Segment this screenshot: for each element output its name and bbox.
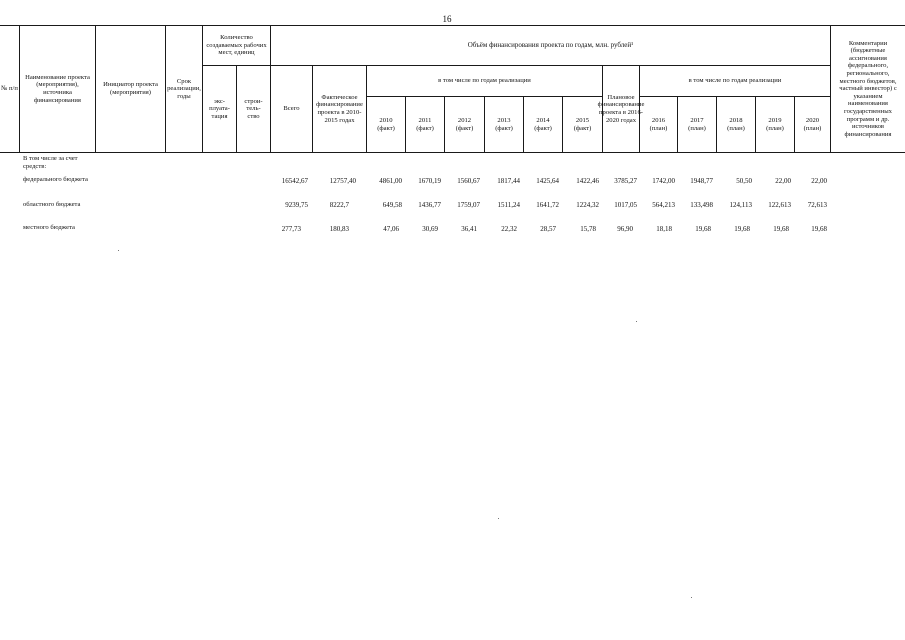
header-year-2020	[795, 97, 830, 152]
year-type: (план)	[649, 124, 668, 132]
cell-total: 277,73	[281, 225, 301, 233]
header-period2	[640, 66, 830, 96]
header-name-text: Наименование проекта (мероприятия), источника финансирования	[25, 73, 90, 104]
year-type: (план)	[727, 124, 745, 132]
cell-actual: 12757,40	[329, 177, 356, 185]
header-financing-text: Объём финансирования проекта по годам, млн. рублей¹	[467, 40, 634, 49]
header-planned	[597, 66, 645, 152]
header-initiator-text: Инициатор проекта (мероприятия)	[103, 81, 158, 96]
header-financing	[271, 26, 830, 65]
scan-speck	[691, 597, 692, 598]
header-year-2015	[563, 97, 602, 152]
header-total	[271, 66, 312, 152]
cell-2020: 19,68	[811, 225, 827, 233]
year-label: 2015	[575, 116, 590, 124]
cell-2017: 133,498	[690, 201, 713, 209]
row-label: областного бюджета	[23, 201, 81, 208]
header-planned-text: Плановое финансирование проекта в 2016-2020 годах	[597, 93, 645, 124]
header-year-2018	[717, 97, 755, 152]
header-comments	[831, 26, 905, 152]
cell-2010: 649,58	[382, 201, 402, 209]
cell-total: 9239,75	[285, 201, 308, 209]
cell-planned: 1017,05	[614, 201, 637, 209]
header-term	[166, 26, 202, 152]
cell-2015: 1224,32	[576, 201, 599, 209]
header-year-2016	[640, 97, 677, 152]
header-year-2011	[406, 97, 444, 152]
cell-2020: 22,00	[811, 177, 827, 185]
cell-2018: 50,50	[736, 177, 752, 185]
header-jobs-exploitation	[203, 66, 236, 152]
cell-2015: 1422,46	[576, 177, 599, 185]
year-label: 2018	[729, 116, 743, 124]
header-year-2017	[678, 97, 716, 152]
year-type: (план)	[766, 124, 784, 132]
year-label: 2012	[457, 116, 472, 124]
year-label: 2010	[379, 116, 393, 124]
header-actual	[313, 66, 366, 152]
year-type: (факт)	[377, 124, 395, 132]
body-intro: В том числе за счет средств:	[23, 155, 78, 170]
header-jobs-construction	[237, 66, 270, 152]
cell-2012: 36,41	[461, 225, 477, 233]
cell-2016: 18,18	[656, 225, 672, 233]
cell-2019: 22,00	[775, 177, 791, 185]
cell-2020: 72,613	[807, 201, 827, 209]
cell-2019: 19,68	[773, 225, 789, 233]
year-type: (факт)	[573, 124, 592, 132]
cell-2014: 1641,72	[536, 201, 559, 209]
header-total-text: Всего	[283, 105, 300, 113]
cell-2017: 19,68	[695, 225, 711, 233]
scan-speck	[498, 518, 499, 519]
cell-total: 16542,67	[281, 177, 308, 185]
cell-2013: 1511,24	[497, 201, 520, 209]
header-year-2019	[756, 97, 794, 152]
header-period1-text: в том числе по годам реализации	[438, 77, 531, 85]
year-label: 2011	[418, 116, 432, 124]
cell-2010: 47,06	[383, 225, 399, 233]
header-actual-text: Фактическое финансирование проекта в 2010-2015 годах	[316, 93, 363, 124]
header-initiator	[96, 26, 165, 152]
header-comments-text: Комментарии (бюджетные ассигнования федерального, регионального, местного бюджетов, частный инвестор) с указанием наименования государственных программ и др. источников финансирования	[839, 39, 897, 138]
header-period2-text: в том числе по годам реализации	[688, 77, 782, 85]
cell-2015: 15,78	[580, 225, 596, 233]
header-period1	[367, 66, 602, 96]
cell-actual: 180,83	[329, 225, 349, 233]
scan-speck	[636, 321, 637, 322]
year-label: 2019	[768, 116, 782, 124]
year-label: 2020	[805, 116, 820, 124]
cell-2010: 4861,00	[379, 177, 402, 185]
year-label: 2016	[651, 116, 666, 124]
cell-2011: 30,69	[422, 225, 438, 233]
header-year-2012	[445, 97, 484, 152]
cell-2017: 1948,77	[690, 177, 713, 185]
year-label: 2014	[536, 116, 550, 124]
header-number-text: № п/п	[1, 85, 18, 93]
page-number: 16	[442, 14, 452, 24]
header-year-2014	[524, 97, 562, 152]
cell-actual: 8222,7	[329, 201, 349, 209]
cell-2014: 28,57	[540, 225, 556, 233]
cell-2014: 1425,64	[536, 177, 559, 185]
cell-planned: 96,90	[617, 225, 633, 233]
header-year-2010	[367, 97, 405, 152]
year-type: (план)	[688, 124, 706, 132]
year-label: 2017	[690, 116, 704, 124]
year-type: (факт)	[416, 124, 434, 132]
cell-2016: 1742,00	[652, 177, 675, 185]
cell-2018: 19,68	[734, 225, 750, 233]
year-type: (факт)	[495, 124, 513, 132]
cell-2012: 1759,07	[457, 201, 480, 209]
cell-2013: 22,32	[501, 225, 517, 233]
header-jobs-text: Количество создаваемых рабочих мест, единиц	[206, 34, 267, 57]
year-type: (план)	[803, 124, 822, 132]
header-jobs	[203, 26, 270, 65]
cell-2011: 1670,19	[418, 177, 441, 185]
row-label: федерального бюджета	[23, 176, 88, 183]
scan-speck	[118, 250, 119, 251]
header-number	[0, 26, 19, 152]
cell-planned: 3785,27	[614, 177, 637, 185]
header-jobs-construction-text: строи- тель- ство	[244, 97, 263, 120]
header-jobs-exploitation-text: экс- плуата- тация	[209, 97, 230, 120]
row-label: местного бюджета	[23, 224, 75, 231]
cell-2012: 1560,67	[457, 177, 480, 185]
year-type: (факт)	[534, 124, 552, 132]
year-type: (факт)	[455, 124, 474, 132]
header-bottom-border	[0, 152, 905, 153]
cell-2011: 1436,77	[418, 201, 441, 209]
header-name	[20, 26, 95, 152]
cell-2018: 124,113	[729, 201, 752, 209]
year-label: 2013	[497, 116, 511, 124]
header-term-text: Срок реализации, годы	[167, 77, 201, 100]
cell-2016: 564,213	[652, 201, 675, 209]
cell-2019: 122,613	[768, 201, 791, 209]
header-year-2013	[485, 97, 523, 152]
cell-2013: 1817,44	[497, 177, 520, 185]
